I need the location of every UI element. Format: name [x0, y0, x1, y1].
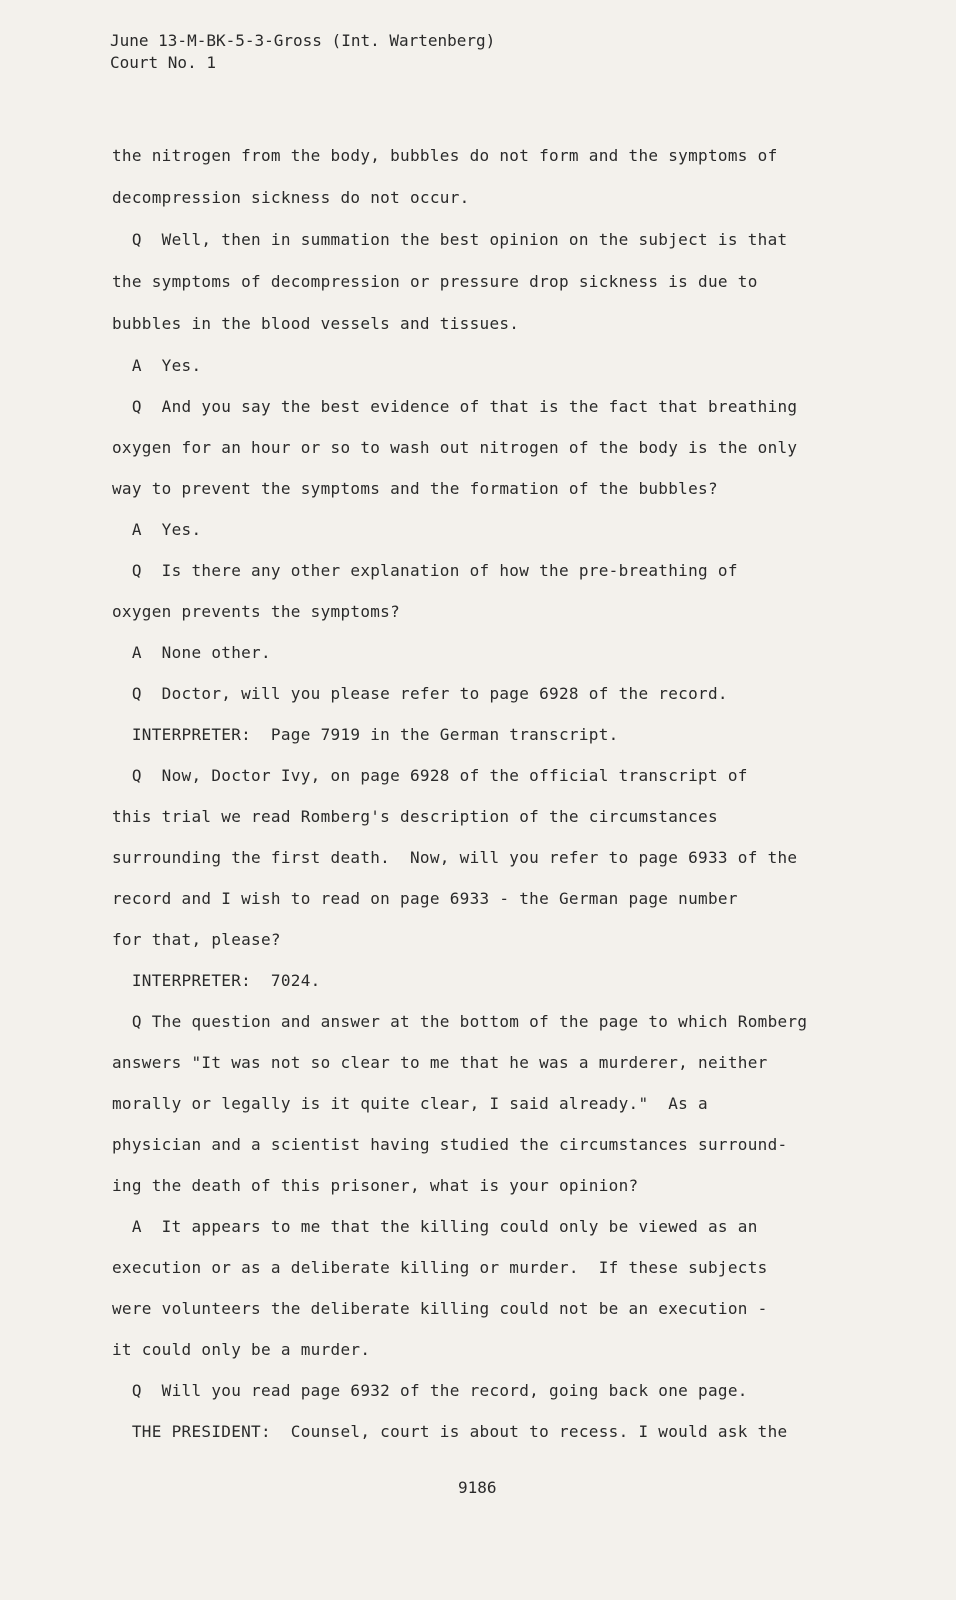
transcript-line: this trial we read Romberg's description of the circumstances: [112, 807, 718, 826]
transcript-line: Q The question and answer at the bottom of the page to which Romberg: [112, 1012, 808, 1031]
transcript-line: it could only be a murder.: [112, 1340, 371, 1359]
transcript-line: Q Doctor, will you please refer to page 6928 of the record.: [112, 684, 728, 703]
transcript-line: for that, please?: [112, 930, 281, 949]
document-header: [110, 30, 495, 74]
transcript-line: Q Now, Doctor Ivy, on page 6928 of the official transcript of: [112, 766, 748, 785]
transcript-line: Q Well, then in summation the best opinion on the subject is that: [112, 230, 788, 249]
transcript-line: record and I wish to read on page 6933 - the German page number: [112, 889, 738, 908]
transcript-line: surrounding the first death. Now, will you refer to page 6933 of the: [112, 848, 798, 867]
transcript-line: A It appears to me that the killing could only be viewed as an: [112, 1217, 758, 1236]
transcript-line: THE PRESIDENT: Counsel, court is about to recess. I would ask the: [112, 1422, 788, 1441]
transcript-line: Q And you say the best evidence of that is the fact that breathing: [112, 397, 798, 416]
transcript-line: ing the death of this prisoner, what is your opinion?: [112, 1176, 639, 1195]
transcript-line: morally or legally is it quite clear, I said already." As a: [112, 1094, 708, 1113]
transcript-line: Q Is there any other explanation of how the pre-breathing of: [112, 561, 738, 580]
transcript-line: the nitrogen from the body, bubbles do not form and the symptoms of: [112, 146, 778, 165]
transcript-line: execution or as a deliberate killing or murder. If these subjects: [112, 1258, 768, 1277]
transcript-line: way to prevent the symptoms and the formation of the bubbles?: [112, 479, 718, 498]
transcript-line: oxygen prevents the symptoms?: [112, 602, 401, 621]
transcript-line: the symptoms of decompression or pressure drop sickness is due to: [112, 272, 758, 291]
transcript-line: decompression sickness do not occur.: [112, 188, 470, 207]
header-court-line: Court No. 1: [110, 53, 216, 72]
transcript-line: A None other.: [112, 643, 271, 662]
transcript-line: A Yes.: [112, 356, 202, 375]
transcript-line: A Yes.: [112, 520, 202, 539]
transcript-line: INTERPRETER: Page 7919 in the German transcript.: [112, 725, 619, 744]
transcript-line: Q Will you read page 6932 of the record, going back one page.: [112, 1381, 748, 1400]
transcript-line: INTERPRETER: 7024.: [112, 971, 321, 990]
transcript-line: bubbles in the blood vessels and tissues.: [112, 314, 520, 333]
transcript-line: were volunteers the deliberate killing could not be an execution -: [112, 1299, 768, 1318]
header-session-line: June 13-M-BK-5-3-Gross (Int. Wartenberg): [110, 31, 496, 50]
transcript-line: answers "It was not so clear to me that he was a murderer, neither: [112, 1053, 768, 1072]
page-number: 9186: [458, 1478, 497, 1497]
transcript-line: physician and a scientist having studied the circumstances surround-: [112, 1135, 788, 1154]
transcript-line: oxygen for an hour or so to wash out nitrogen of the body is the only: [112, 438, 798, 457]
